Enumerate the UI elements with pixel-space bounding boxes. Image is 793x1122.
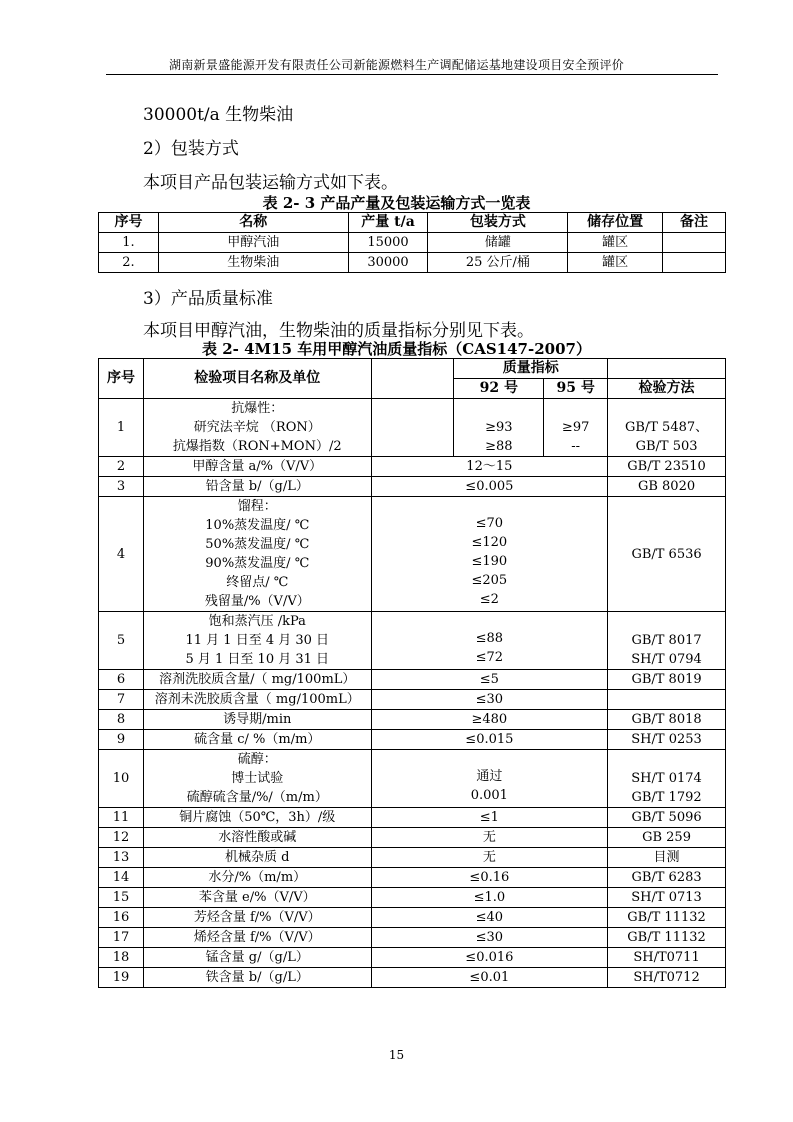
value-combined <box>371 868 607 888</box>
test-method-line: GB/T 23510 <box>627 459 706 474</box>
test-item <box>143 477 371 497</box>
table-row <box>99 477 726 497</box>
test-method <box>608 948 726 968</box>
row-number: 10 <box>99 750 144 808</box>
quality-spec-table <box>98 358 726 988</box>
value-combined <box>371 848 607 868</box>
table-cell: 30000 <box>348 253 428 273</box>
value-line: ≥88 <box>485 439 513 454</box>
table-header-row <box>99 359 726 379</box>
row-number: 14 <box>99 868 144 888</box>
value-line: ≥93 <box>485 420 513 435</box>
test-method-line: GB/T 8017 <box>631 633 702 648</box>
header-quality: 质量指标 <box>454 359 608 379</box>
table-header: 备注 <box>663 213 726 233</box>
test-item <box>143 612 371 670</box>
test-method <box>608 670 726 690</box>
value-line: ≤0.005 <box>465 479 514 494</box>
table-row <box>99 710 726 730</box>
test-method-line: GB/T 6283 <box>631 870 702 885</box>
value-line: ≤30 <box>475 692 504 707</box>
table-cell: 2. <box>99 253 159 273</box>
test-item-line: 硫含量 c/ %（m/m） <box>194 732 321 747</box>
test-method <box>608 828 726 848</box>
row-number: 16 <box>99 908 144 928</box>
test-item-line: 水溶性酸或碱 <box>218 830 297 845</box>
row-number: 13 <box>99 848 144 868</box>
table-row <box>99 690 726 710</box>
test-method <box>608 477 726 497</box>
test-method-line: GB 8020 <box>637 479 696 494</box>
table-cell: 生物柴油 <box>158 253 348 273</box>
test-item-line: 水分/%（m/m） <box>208 870 307 885</box>
test-method-line: GB/T 11132 <box>627 930 706 945</box>
header-blank <box>371 359 454 399</box>
test-item <box>143 690 371 710</box>
table-row <box>99 497 726 612</box>
table-row <box>99 750 726 808</box>
row-number: 7 <box>99 690 144 710</box>
product-output-table <box>98 212 726 273</box>
value-line: ≤0.16 <box>469 870 510 885</box>
blank-cell <box>371 399 454 457</box>
table-row <box>99 968 726 988</box>
paragraph-quality-heading: 3）产品质量标准 <box>143 289 273 309</box>
table-row <box>99 457 726 477</box>
paragraph-quality-intro: 本项目甲醇汽油，生物柴油的质量指标分别见下表。 <box>143 321 534 341</box>
row-number: 11 <box>99 808 144 828</box>
test-item-line: 芳烃含量 f/%（V/V） <box>193 910 321 925</box>
table-cell: 25 公斤/桶 <box>428 253 568 273</box>
test-method <box>608 497 726 612</box>
header-no: 序号 <box>99 359 144 399</box>
row-number: 12 <box>99 828 144 848</box>
test-method-line: SH/T 0713 <box>631 890 702 905</box>
table-cell <box>663 253 726 273</box>
value-line: ≤70 <box>475 516 504 531</box>
test-item-line: 馏程： <box>237 499 277 514</box>
value-line: ≤88 <box>475 631 504 646</box>
test-item-line: 硫醇： <box>237 752 277 767</box>
test-method <box>608 968 726 988</box>
value-line: ≥480 <box>471 712 508 727</box>
paragraph-packaging-intro: 本项目产品包装运输方式如下表。 <box>143 173 398 193</box>
test-method-line: GB/T 8018 <box>631 712 702 727</box>
value-combined <box>371 908 607 928</box>
test-item-line: 10%蒸发温度/ ℃ <box>205 518 310 533</box>
test-item <box>143 888 371 908</box>
value-line: ≤30 <box>475 930 504 945</box>
test-item-line: 溶剂洗胶质含量/（ mg/100mL） <box>159 672 356 687</box>
test-method <box>608 848 726 868</box>
test-item <box>143 497 371 612</box>
value-line: ≤205 <box>471 573 508 588</box>
test-item <box>143 457 371 477</box>
test-method <box>608 908 726 928</box>
row-number: 6 <box>99 670 144 690</box>
test-method-line: SH/T0712 <box>633 970 700 985</box>
row-number: 9 <box>99 730 144 750</box>
test-item-line: 5 月 1 日至 10 月 31 日 <box>185 652 330 667</box>
row-number: 8 <box>99 710 144 730</box>
test-item-line: 11 月 1 日至 4 月 30 日 <box>185 633 330 648</box>
table-row <box>99 399 726 457</box>
value-combined <box>371 808 607 828</box>
table1-caption: 表 2- 3 产品产量及包装运输方式一览表 <box>262 194 531 212</box>
test-item <box>143 670 371 690</box>
value-combined <box>371 750 607 808</box>
test-method-line: GB/T 8019 <box>631 672 702 687</box>
table2-caption: 表 2- 4M15 车用甲醇汽油质量指标（CAS147-2007） <box>202 340 591 358</box>
table-header: 储存位置 <box>568 213 663 233</box>
test-method <box>608 868 726 888</box>
value-combined <box>371 968 607 988</box>
row-number: 18 <box>99 948 144 968</box>
value-combined <box>371 457 607 477</box>
value-line: ≤1.0 <box>473 890 506 905</box>
table-header: 名称 <box>158 213 348 233</box>
test-item <box>143 868 371 888</box>
table-header: 包装方式 <box>428 213 568 233</box>
test-method-line: SH/T 0174 <box>631 771 702 786</box>
test-item-line: 诱导期/min <box>223 712 292 727</box>
row-number: 5 <box>99 612 144 670</box>
test-method-line <box>608 690 725 709</box>
test-method <box>608 710 726 730</box>
table-row <box>99 848 726 868</box>
page-header: 湖南新景盛能源开发有限责任公司新能源燃料生产调配储运基地建设项目安全预评价 <box>168 58 625 72</box>
value-combined <box>371 710 607 730</box>
row-number: 15 <box>99 888 144 908</box>
value-line: -- <box>571 439 581 454</box>
test-method <box>608 928 726 948</box>
page-number: 15 <box>388 1048 405 1062</box>
table-header: 序号 <box>99 213 159 233</box>
test-item-line: 抗爆指数（RON+MON）/2 <box>172 439 342 454</box>
test-item <box>143 399 371 457</box>
table-cell: 罐区 <box>568 253 663 273</box>
test-method-line: SH/T 0794 <box>631 652 702 667</box>
table-cell <box>663 233 726 253</box>
row-number: 3 <box>99 477 144 497</box>
quality-table-body <box>99 399 726 988</box>
test-item-line: 饱和蒸汽压 /kPa <box>208 614 306 629</box>
value-line: 12～15 <box>466 459 513 474</box>
row-number: 2 <box>99 457 144 477</box>
value-line: ≤0.01 <box>469 970 510 985</box>
header-item: 检验项目名称及单位 <box>143 359 371 399</box>
value-line: 0.001 <box>470 788 508 803</box>
value-line: ≤120 <box>471 535 508 550</box>
test-method <box>608 690 726 710</box>
test-item <box>143 828 371 848</box>
test-item <box>143 968 371 988</box>
header-95: 95 号 <box>544 379 608 399</box>
test-item <box>143 750 371 808</box>
value-combined <box>371 670 607 690</box>
test-item-line: 残留量/%（V/V） <box>204 594 310 609</box>
value-line: ≤0.016 <box>465 950 514 965</box>
test-method-line: GB 259 <box>642 830 691 845</box>
table-cell: 甲醇汽油 <box>158 233 348 253</box>
table-row <box>99 868 726 888</box>
test-method-line: GB/T 6536 <box>631 546 702 562</box>
value-line: 无 <box>482 830 496 845</box>
test-method-line: GB/T 5487、 <box>624 420 709 435</box>
table-row <box>99 808 726 828</box>
table-cell: 储罐 <box>428 233 568 253</box>
test-method <box>608 808 726 828</box>
value-line: ≤2 <box>479 592 499 607</box>
test-method <box>608 457 726 477</box>
test-method <box>608 730 726 750</box>
table-row <box>99 908 726 928</box>
test-method <box>608 399 726 457</box>
test-item-line: 铁含量 b/（g/L） <box>205 970 309 985</box>
test-item-line: 苯含量 e/%（V/V） <box>198 890 316 905</box>
test-method-line: SH/T0711 <box>633 950 700 965</box>
test-item <box>143 908 371 928</box>
value-combined <box>371 477 607 497</box>
test-item-line: 50%蒸发温度/ ℃ <box>205 537 310 552</box>
value-combined <box>371 730 607 750</box>
paragraph-capacity: 30000t/a 生物柴油 <box>143 105 294 125</box>
test-item-line: 烯烃含量 f/%（V/V） <box>193 930 321 945</box>
value-combined <box>371 497 607 612</box>
test-method-line: GB/T 1792 <box>631 790 702 805</box>
table-cell: 罐区 <box>568 233 663 253</box>
test-item <box>143 808 371 828</box>
table-cell: 15000 <box>348 233 428 253</box>
test-item <box>143 928 371 948</box>
test-item <box>143 948 371 968</box>
value-combined <box>371 888 607 908</box>
row-number: 17 <box>99 928 144 948</box>
header-rule <box>106 74 718 75</box>
table-row <box>99 928 726 948</box>
test-method <box>608 750 726 808</box>
table-row <box>99 948 726 968</box>
test-item-line: 甲醇含量 a/%（V/V） <box>192 459 323 474</box>
value-combined <box>371 828 607 848</box>
test-method <box>608 888 726 908</box>
test-method-line: GB/T 503 <box>635 439 698 454</box>
test-method-line: GB/T 11132 <box>627 910 706 925</box>
table-row <box>99 888 726 908</box>
value-line: ≤0.015 <box>465 732 514 747</box>
value-92 <box>454 399 544 457</box>
paragraph-packaging-heading: 2）包装方式 <box>143 139 239 159</box>
test-item-line: 终留点/ ℃ <box>226 575 289 590</box>
table-header-row <box>99 213 726 233</box>
value-line: ≤40 <box>475 910 504 925</box>
test-item-line: 抗爆性： <box>231 401 284 416</box>
row-number: 19 <box>99 968 144 988</box>
test-method <box>608 612 726 670</box>
table-header: 产量 t/a <box>348 213 428 233</box>
value-combined <box>371 612 607 670</box>
value-95 <box>544 399 608 457</box>
test-item-line: 铜片腐蚀（50℃，3h）/级 <box>179 810 336 825</box>
test-item-line: 研究法辛烷 （RON） <box>193 420 321 435</box>
value-line: 无 <box>482 850 496 865</box>
test-item-line: 溶剂未洗胶质含量（ mg/100mL） <box>154 692 360 707</box>
test-item <box>143 848 371 868</box>
header-method: 检验方法 <box>608 379 726 399</box>
value-line: ≤1 <box>479 810 499 825</box>
test-method-line: GB/T 5096 <box>631 810 702 825</box>
test-item-line: 锰含量 g/（g/L） <box>205 950 309 965</box>
test-item <box>143 710 371 730</box>
test-method-line: SH/T 0253 <box>631 732 702 747</box>
test-item-line: 博士试验 <box>231 771 284 786</box>
test-item-line: 90%蒸发温度/ ℃ <box>205 556 310 571</box>
value-combined <box>371 690 607 710</box>
test-item-line: 铅含量 b/（g/L） <box>205 479 309 494</box>
value-line: 通过 <box>476 769 503 784</box>
row-number: 1 <box>99 399 144 457</box>
value-line: ≤190 <box>471 554 508 569</box>
test-item-line: 机械杂质 d <box>225 850 290 865</box>
test-method-line: 目测 <box>653 850 680 865</box>
value-combined <box>371 948 607 968</box>
table-row <box>99 612 726 670</box>
test-item-line: 硫醇硫含量/%/（m/m） <box>186 790 328 805</box>
table-row <box>99 828 726 848</box>
table-row <box>99 730 726 750</box>
header-92: 92 号 <box>454 379 544 399</box>
row-number: 4 <box>99 497 144 612</box>
table-row <box>99 670 726 690</box>
table-cell: 1. <box>99 233 159 253</box>
header-method-top <box>608 359 726 379</box>
table-row <box>99 233 726 253</box>
value-line: ≤72 <box>475 650 504 665</box>
value-line: ≥97 <box>561 420 590 435</box>
table-row <box>99 253 726 273</box>
test-item <box>143 730 371 750</box>
value-combined <box>371 928 607 948</box>
value-line: ≤5 <box>479 672 499 687</box>
